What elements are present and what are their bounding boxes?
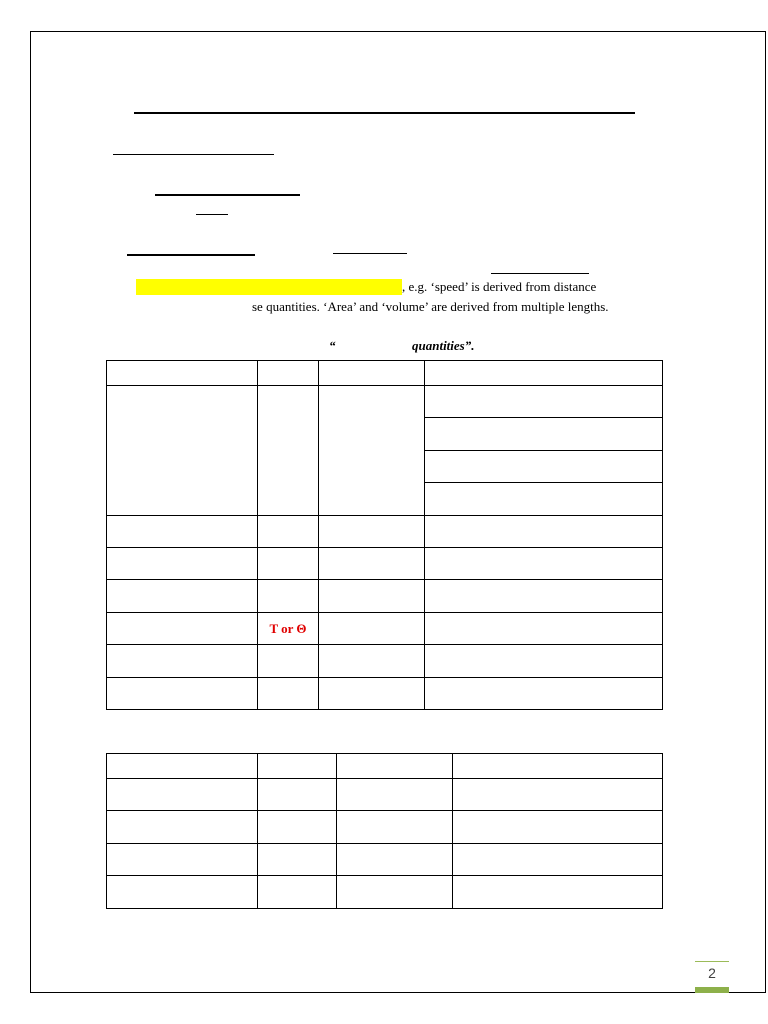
table-row bbox=[107, 516, 663, 548]
table-cell bbox=[337, 844, 453, 876]
table-row bbox=[107, 811, 663, 844]
table-cell bbox=[258, 844, 337, 876]
subheading-underline bbox=[155, 194, 300, 196]
table-cell bbox=[425, 613, 663, 645]
table-cell bbox=[319, 516, 425, 548]
table-row bbox=[107, 779, 663, 811]
table-cell-merged bbox=[258, 386, 319, 516]
header-cell bbox=[107, 754, 258, 779]
table-cell bbox=[425, 386, 663, 418]
table-cell bbox=[453, 876, 663, 909]
table-header-row bbox=[107, 361, 663, 386]
table-cell bbox=[107, 613, 258, 645]
header-cell bbox=[337, 754, 453, 779]
table-cell bbox=[319, 548, 425, 580]
table-row bbox=[107, 548, 663, 580]
table-cell bbox=[425, 451, 663, 483]
table-cell bbox=[425, 580, 663, 613]
header-cell bbox=[319, 361, 425, 386]
table-cell bbox=[258, 678, 319, 710]
caption-open-quote: “ bbox=[329, 338, 336, 353]
table-header-row bbox=[107, 754, 663, 779]
table-cell bbox=[107, 811, 258, 844]
table-cell-merged bbox=[107, 386, 258, 516]
table-cell bbox=[258, 516, 319, 548]
table-cell bbox=[425, 483, 663, 516]
page-number: 2 bbox=[708, 965, 716, 981]
table-cell bbox=[425, 548, 663, 580]
table-cell bbox=[337, 876, 453, 909]
second-quantities-table bbox=[106, 753, 663, 909]
base-quantities-table bbox=[106, 360, 663, 710]
page-number-top-rule bbox=[695, 961, 729, 962]
caption-tail: quantities”. bbox=[412, 338, 475, 353]
table-cell bbox=[107, 876, 258, 909]
table-cell bbox=[107, 678, 258, 710]
short-underline bbox=[196, 214, 228, 215]
table-cell bbox=[453, 844, 663, 876]
table-cell bbox=[319, 613, 425, 645]
page-number-accent-bar bbox=[695, 987, 729, 993]
page-number-box bbox=[695, 961, 729, 993]
table-cell bbox=[258, 645, 319, 678]
table-cell bbox=[107, 844, 258, 876]
table-cell bbox=[258, 548, 319, 580]
table-cell bbox=[107, 645, 258, 678]
table-cell bbox=[319, 580, 425, 613]
table-row bbox=[107, 844, 663, 876]
table-cell bbox=[337, 779, 453, 811]
header-cell bbox=[453, 754, 663, 779]
body-line-1: , e.g. ‘speed’ is derived from distance bbox=[402, 279, 597, 294]
table-cell bbox=[107, 580, 258, 613]
temperature-symbol: T or Θ bbox=[269, 620, 307, 636]
subheading-underline-2 bbox=[127, 254, 255, 256]
table-cell bbox=[258, 580, 319, 613]
term-underline-2 bbox=[491, 273, 589, 274]
table-cell bbox=[453, 811, 663, 844]
table-cell bbox=[107, 779, 258, 811]
table-cell bbox=[425, 418, 663, 451]
table-cell bbox=[319, 645, 425, 678]
body-line-2: se quantities. ‘Area’ and ‘volume’ are derived from multiple lengths. bbox=[252, 299, 609, 314]
temperature-symbol-cell bbox=[258, 613, 319, 645]
section-heading-underline bbox=[113, 154, 274, 155]
header-cell bbox=[258, 361, 319, 386]
table-cell bbox=[107, 548, 258, 580]
table-row bbox=[107, 580, 663, 613]
table-row bbox=[107, 678, 663, 710]
header-cell bbox=[258, 754, 337, 779]
header-cell bbox=[107, 361, 258, 386]
table-cell bbox=[337, 811, 453, 844]
highlighted-text-span bbox=[136, 279, 402, 295]
title-underline bbox=[134, 112, 635, 114]
term-underline bbox=[333, 253, 407, 254]
table-row bbox=[107, 613, 663, 645]
table-cell bbox=[425, 645, 663, 678]
header-cell bbox=[425, 361, 663, 386]
table-row bbox=[107, 645, 663, 678]
table-row bbox=[107, 876, 663, 909]
table-cell bbox=[258, 811, 337, 844]
table-row bbox=[107, 386, 663, 418]
table-cell-merged bbox=[319, 386, 425, 516]
table-cell bbox=[425, 516, 663, 548]
table-cell bbox=[258, 779, 337, 811]
table-cell bbox=[258, 876, 337, 909]
table-cell bbox=[453, 779, 663, 811]
table-cell bbox=[425, 678, 663, 710]
table-cell bbox=[107, 516, 258, 548]
table-cell bbox=[319, 678, 425, 710]
